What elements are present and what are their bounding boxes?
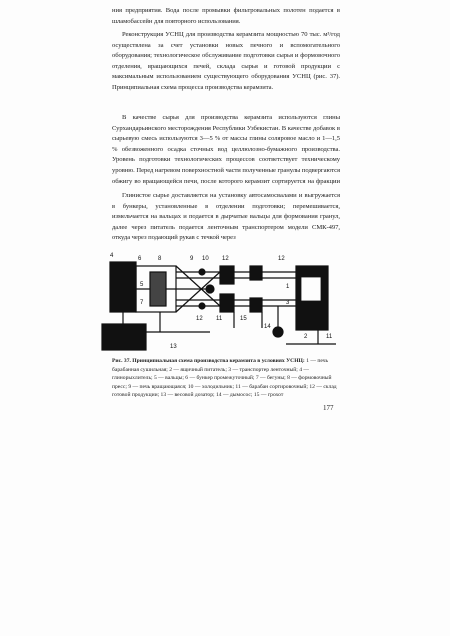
figure-caption-title: Рис. 37. Принципиальная схема производства керамзита в условиях УСНЦ: [112,358,305,364]
diagram-label: 9 [190,256,194,262]
diagram-vessel-1 [220,266,234,284]
diagram-label: 2 [304,334,308,340]
diagram-pump [206,285,214,293]
diagram-label: 14 [264,324,271,330]
diagram-label: 4 [110,253,114,259]
paragraph-3: В качестве сырья для производства керамзита используются глины Сурхандарьинского месторождения Республики Узбекистан. В качестве добавок в сырьевую смесь используются 3—5 % от массы глины соляровое масло и 1—1,5 % обезвоженного осадка сточных вод целлюлозно-бумажного производства. Уровень подготовки технологических процессов соответствует техническому уровню. Перед нагревом поверхностной части полученные гранулы подвергаются обжигу во вращающейся печи, после которого керамзит сортируется на фракции [112,114,340,185]
process-diagram [100,248,350,354]
paragraph-4: Глинистое сырье доставляется на установку автосамосвалами и выгружается в бункеры, установленные в отделении подготовки; перемешивается, измельчается на вальцах и подается в дырчатые вальцы для формования гранул, далее через питатель подается ленточным транспортером модели СМК-497, откуда через подающий рукав с течкой через [112,192,340,242]
paragraph-2: Реконструкция УСНЦ для производства керамзита мощностью 70 тыс. м³/год осуществлена за счет установки новых печного и вспомогательного оборудования; технологическое обслуживание подготовки сырья и формовочного отделения, вращающихся печей, склада сырья и готовой продукции с максимальным использованием существующего оборудования УСНЦ (рис. 37). Принципиальная схема процесса производства керамзита. [112,31,340,91]
diagram-label: 5 [140,282,144,288]
diagram-label: 12 [196,316,203,322]
diagram-label: 12 [278,256,285,262]
diagram-block-bottom-left [102,324,146,350]
page-number: 177 [323,404,334,412]
diagram-vessel-3 [250,266,262,280]
diagram-label: 3 [286,300,290,306]
diagram-valve [199,269,205,275]
diagram-block-left [110,262,136,312]
diagram-label: 7 [140,300,144,306]
paragraph-1: ния предприятия. Вода после промывки фильтровальных полотен подается в шламобассейн для повторного использования. [112,7,340,25]
diagram-label: 10 [202,256,209,262]
diagram-label: 8 [158,256,162,262]
figure-caption [112,357,342,400]
diagram-block-center [150,272,166,306]
diagram-label: 1 [286,284,290,290]
diagram-label: 11 [216,316,223,322]
diagram-valve [199,303,205,309]
diagram-label: 13 [170,344,177,350]
diagram-vessel-2 [220,294,234,312]
diagram-label: 15 [240,316,247,322]
figure-caption-body: 1 — печь барабанная сушильная; 2 — ящичный питатель; 3 — транспортер ленточный; 4 — глинорыхлитель; 5 — вальцы; 6 — бункер промежуточный; 7 — бегуны; 8 — формовочный пресс; 9 — печь вращающаяся; 10 — холодильник; 11 — барабан сортировочный; 12 — склад готовой продукции; 13 — весовой дозатор; 14 — дымосос; 15 — грохот [112,358,337,399]
diagram-label: 11 [326,334,333,340]
diagram-pump-bottom [273,327,283,337]
diagram-window-right [302,278,320,300]
diagram-label: 12 [222,256,229,262]
diagram-label: 6 [138,256,142,262]
diagram-vessel-4 [250,298,262,312]
